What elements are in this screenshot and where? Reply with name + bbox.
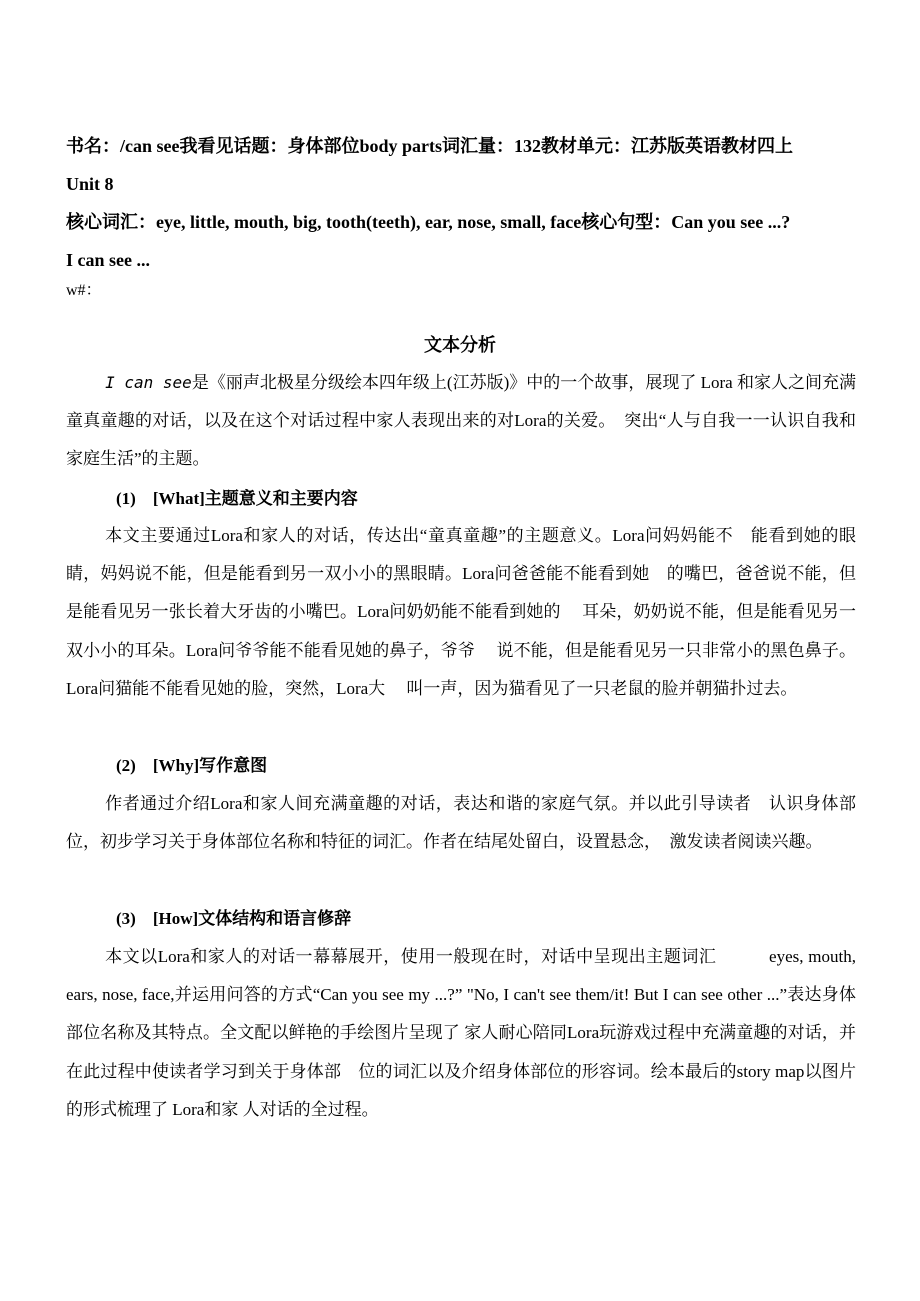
note-line: w#： — [66, 282, 102, 299]
how-body: 本文以Lora和家人的对话一幕幕展开，使用一般现在时，对话中呈现出主题词汇 eyes, mouth, ears, nose, face,并运用问答的方式“Can you see my ...?” "No, I can't see them/it! But I can see other ...”表达身体部位名称及其特点。全文配以鲜艳的手绘图片呈现了 家人耐心陪同Lora玩游戏过程中充满童趣的对话，并在此过程中使读者学习到关于身体部 位的词汇以及介绍身体部位的形容词。绘本最后的story map以图片的形式梳理了 Lora和家 人对话的全过程。 — [66, 947, 856, 1119]
core-sentence-line: I can see ... — [66, 250, 150, 270]
intro-text: 是《丽声北极星分级绘本四年级上(江苏版)》中的一个故事，展现了 Lora 和家人之间充满童真童趣的对话，以及在这个对话过程中家人表现出来的对Lora的关爱。 突出“人与自我一一认识自我和家庭生活”的主题。 — [66, 373, 856, 469]
how-heading: (3) [How]文体结构和语言修辞 — [116, 909, 352, 928]
why-body: 作者通过介绍Lora和家人间充满童趣的对话，表达和谐的家庭气氛。并以此引导读者 认识身体部位，初步学习关于身体部位名称和特征的词汇。作者在结尾处留白，设置悬念， 激发读者阅读兴趣。 — [66, 794, 856, 852]
what-body: 本文主要通过Lora和家人的对话，传达出“童真童趣”的主题意义。Lora问妈妈能不 能看到她的眼睛，妈妈说不能，但是能看到另一双小小的黑眼睛。Lora问爸爸能不能看到她 的嘴巴，爸爸说不能，但是能看见另一张长着大牙齿的小嘴巴。Lora问奶奶能不能看到她的 耳朵，奶奶说不能，但是能看见另一双小小的耳朵。Lora问爷爷能不能看见她的鼻子，爷爷 说不能，但是能看见另一只非常小的黑色鼻子。Lora问猫能不能看见她的脸，突然，Lora大 叫一声，因为猫看见了一只老鼠的脸并朝猫扑过去。 — [66, 526, 856, 698]
section-title: 文本分析 — [424, 335, 496, 355]
unit-line: Unit 8 — [66, 174, 114, 194]
why-heading: (2) [Why]写作意图 — [116, 756, 268, 775]
what-heading: (1) [What]主题意义和主要内容 — [116, 489, 358, 508]
book-info-line: 书名：/can see我看见话题：身体部位body parts词汇量：132教材单元：江苏版英语教材四上 — [66, 136, 794, 156]
intro-book-title: I can see — [105, 373, 192, 392]
intro-paragraph — [66, 364, 856, 479]
core-vocabulary-line: 核心词汇：eye, little, mouth, big, tooth(teeth), ear, nose, small, face核心句型：Can you see ...? — [66, 212, 791, 232]
